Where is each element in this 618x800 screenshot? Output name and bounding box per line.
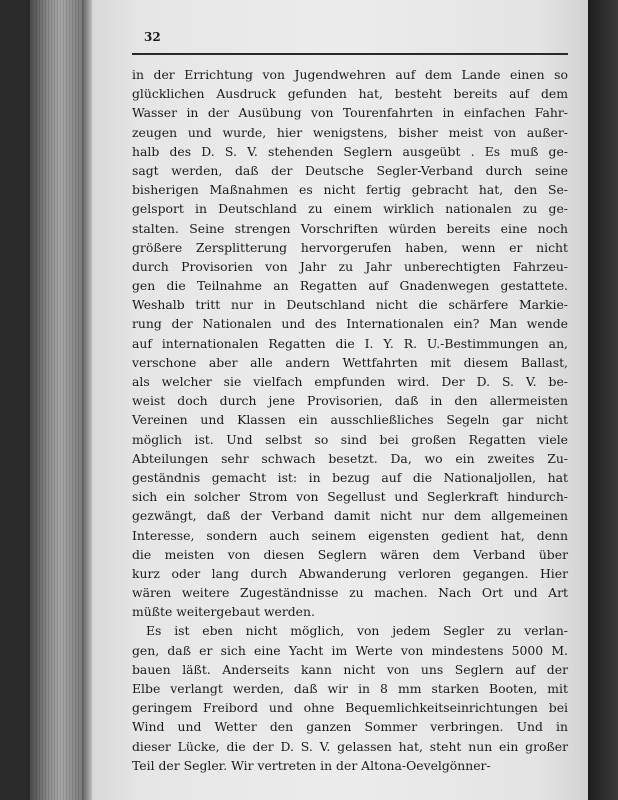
text-line: gezwängt, daß der Verband damit nicht nur dem allgemeinen [132, 508, 568, 524]
text-line: in der Errichtung von Jugendwehren auf dem Lande einen so [132, 67, 568, 82]
text-line: bauen läßt. Anderseits kann nicht von uns Seglern auf der [132, 661, 568, 677]
page-fold-shadow [82, 0, 92, 800]
background-right [588, 0, 618, 800]
text-line: Weshalb tritt nur in Deutschland nicht die schärfere Markie- [132, 297, 568, 313]
text-line: rung der Nationalen und des Internationalen ein? Man wende [132, 316, 568, 332]
text-line: kurz oder lang durch Abwanderung verloren gegangen. Hier [132, 565, 568, 581]
text-line: Abteilungen sehr schwach besetzt. Da, wo ein zweites Zu- [132, 450, 568, 466]
background-left [0, 0, 30, 800]
text-line: Es ist eben nicht möglich, von jedem Segler zu verlan- [146, 623, 568, 639]
text-line: dieser Lücke, die der D. S. V. gelassen hat, steht nun ein großer [132, 738, 568, 754]
text-line: gelsport in Deutschland zu einem wirklich nationalen zu ge- [132, 201, 568, 217]
text-line: gen die Teilnahme an Regatten auf Gnadenwegen gestattete. [132, 278, 568, 294]
text-line: stalten. Seine strengen Vorschriften würden bereits eine noch [132, 220, 568, 236]
text-line: wären weitere Zugeständnisse zu machen. Nach Ort und Art [132, 585, 568, 601]
text-line: müßte weitergebaut werden. [132, 604, 315, 620]
text-line: geständnis gemacht ist: in bezug auf die Nationaljollen, hat [132, 469, 568, 485]
text-line: größere Zersplitterung hervorgerufen haben, wenn er nicht [132, 239, 568, 255]
text-line: halb des D. S. V. stehenden Seglern ausgeübt . Es muß ge- [132, 143, 568, 159]
text-line: die meisten von diesen Seglern wären dem Verband über [132, 546, 568, 562]
text-line: Interesse, sondern auch seinem eigensten gedient hat, denn [132, 527, 568, 543]
text-line: geringem Freibord und ohne Bequemlichkeitseinrichtungen bei [132, 700, 568, 716]
page-stack-edges [36, 0, 80, 800]
text-line: bisherigen Maßnahmen es nicht fertig gebracht hat, den Se- [132, 182, 568, 198]
text-line: Teil der Segler. Wir vertreten in der Altona-Oevelgönner- [132, 757, 491, 773]
page-number: 32 [144, 30, 161, 44]
text-line: möglich ist. Und selbst so sind bei großen Regatten viele [132, 431, 568, 447]
text-line: zeugen und wurde, hier wenigstens, bisher meist von außer- [132, 124, 568, 140]
text-line: weist doch durch jene Provisorien, daß in den allermeisten [132, 393, 568, 409]
text-line: gen, daß er sich eine Yacht im Werte von mindestens 5000 M. [132, 642, 568, 658]
text-line: durch Provisorien von Jahr zu Jahr unberechtigten Fahrzeu- [132, 258, 568, 274]
text-line: Elbe verlangt werden, daß wir in 8 mm starken Booten, mit [132, 681, 568, 696]
text-line: Wasser in der Ausübung von Tourenfahrten in einfachen Fahr- [132, 105, 568, 121]
text-line: glücklichen Ausdruck gefunden hat, besteht bereits auf dem [132, 86, 568, 102]
text-line: als welcher sie vielfach empfunden wird. Der D. S. V. be- [132, 374, 568, 389]
body-text [132, 65, 568, 775]
text-line: sagt werden, daß der Deutsche Segler-Verband durch seine [132, 162, 568, 178]
book-page [92, 0, 588, 800]
text-line: auf internationalen Regatten die I. Y. R. U.-Bestimmungen an, [132, 335, 568, 351]
text-line: Vereinen und Klassen ein ausschließliches Segeln gar nicht [132, 412, 568, 428]
text-line: sich ein solcher Strom von Segellust und Seglerkraft hindurch- [132, 489, 568, 505]
text-line: Wind und Wetter den ganzen Sommer verbringen. Und in [132, 719, 568, 735]
header-rule [132, 53, 568, 55]
text-line: verschone aber alle andern Wettfahrten mit diesem Ballast, [132, 354, 568, 370]
